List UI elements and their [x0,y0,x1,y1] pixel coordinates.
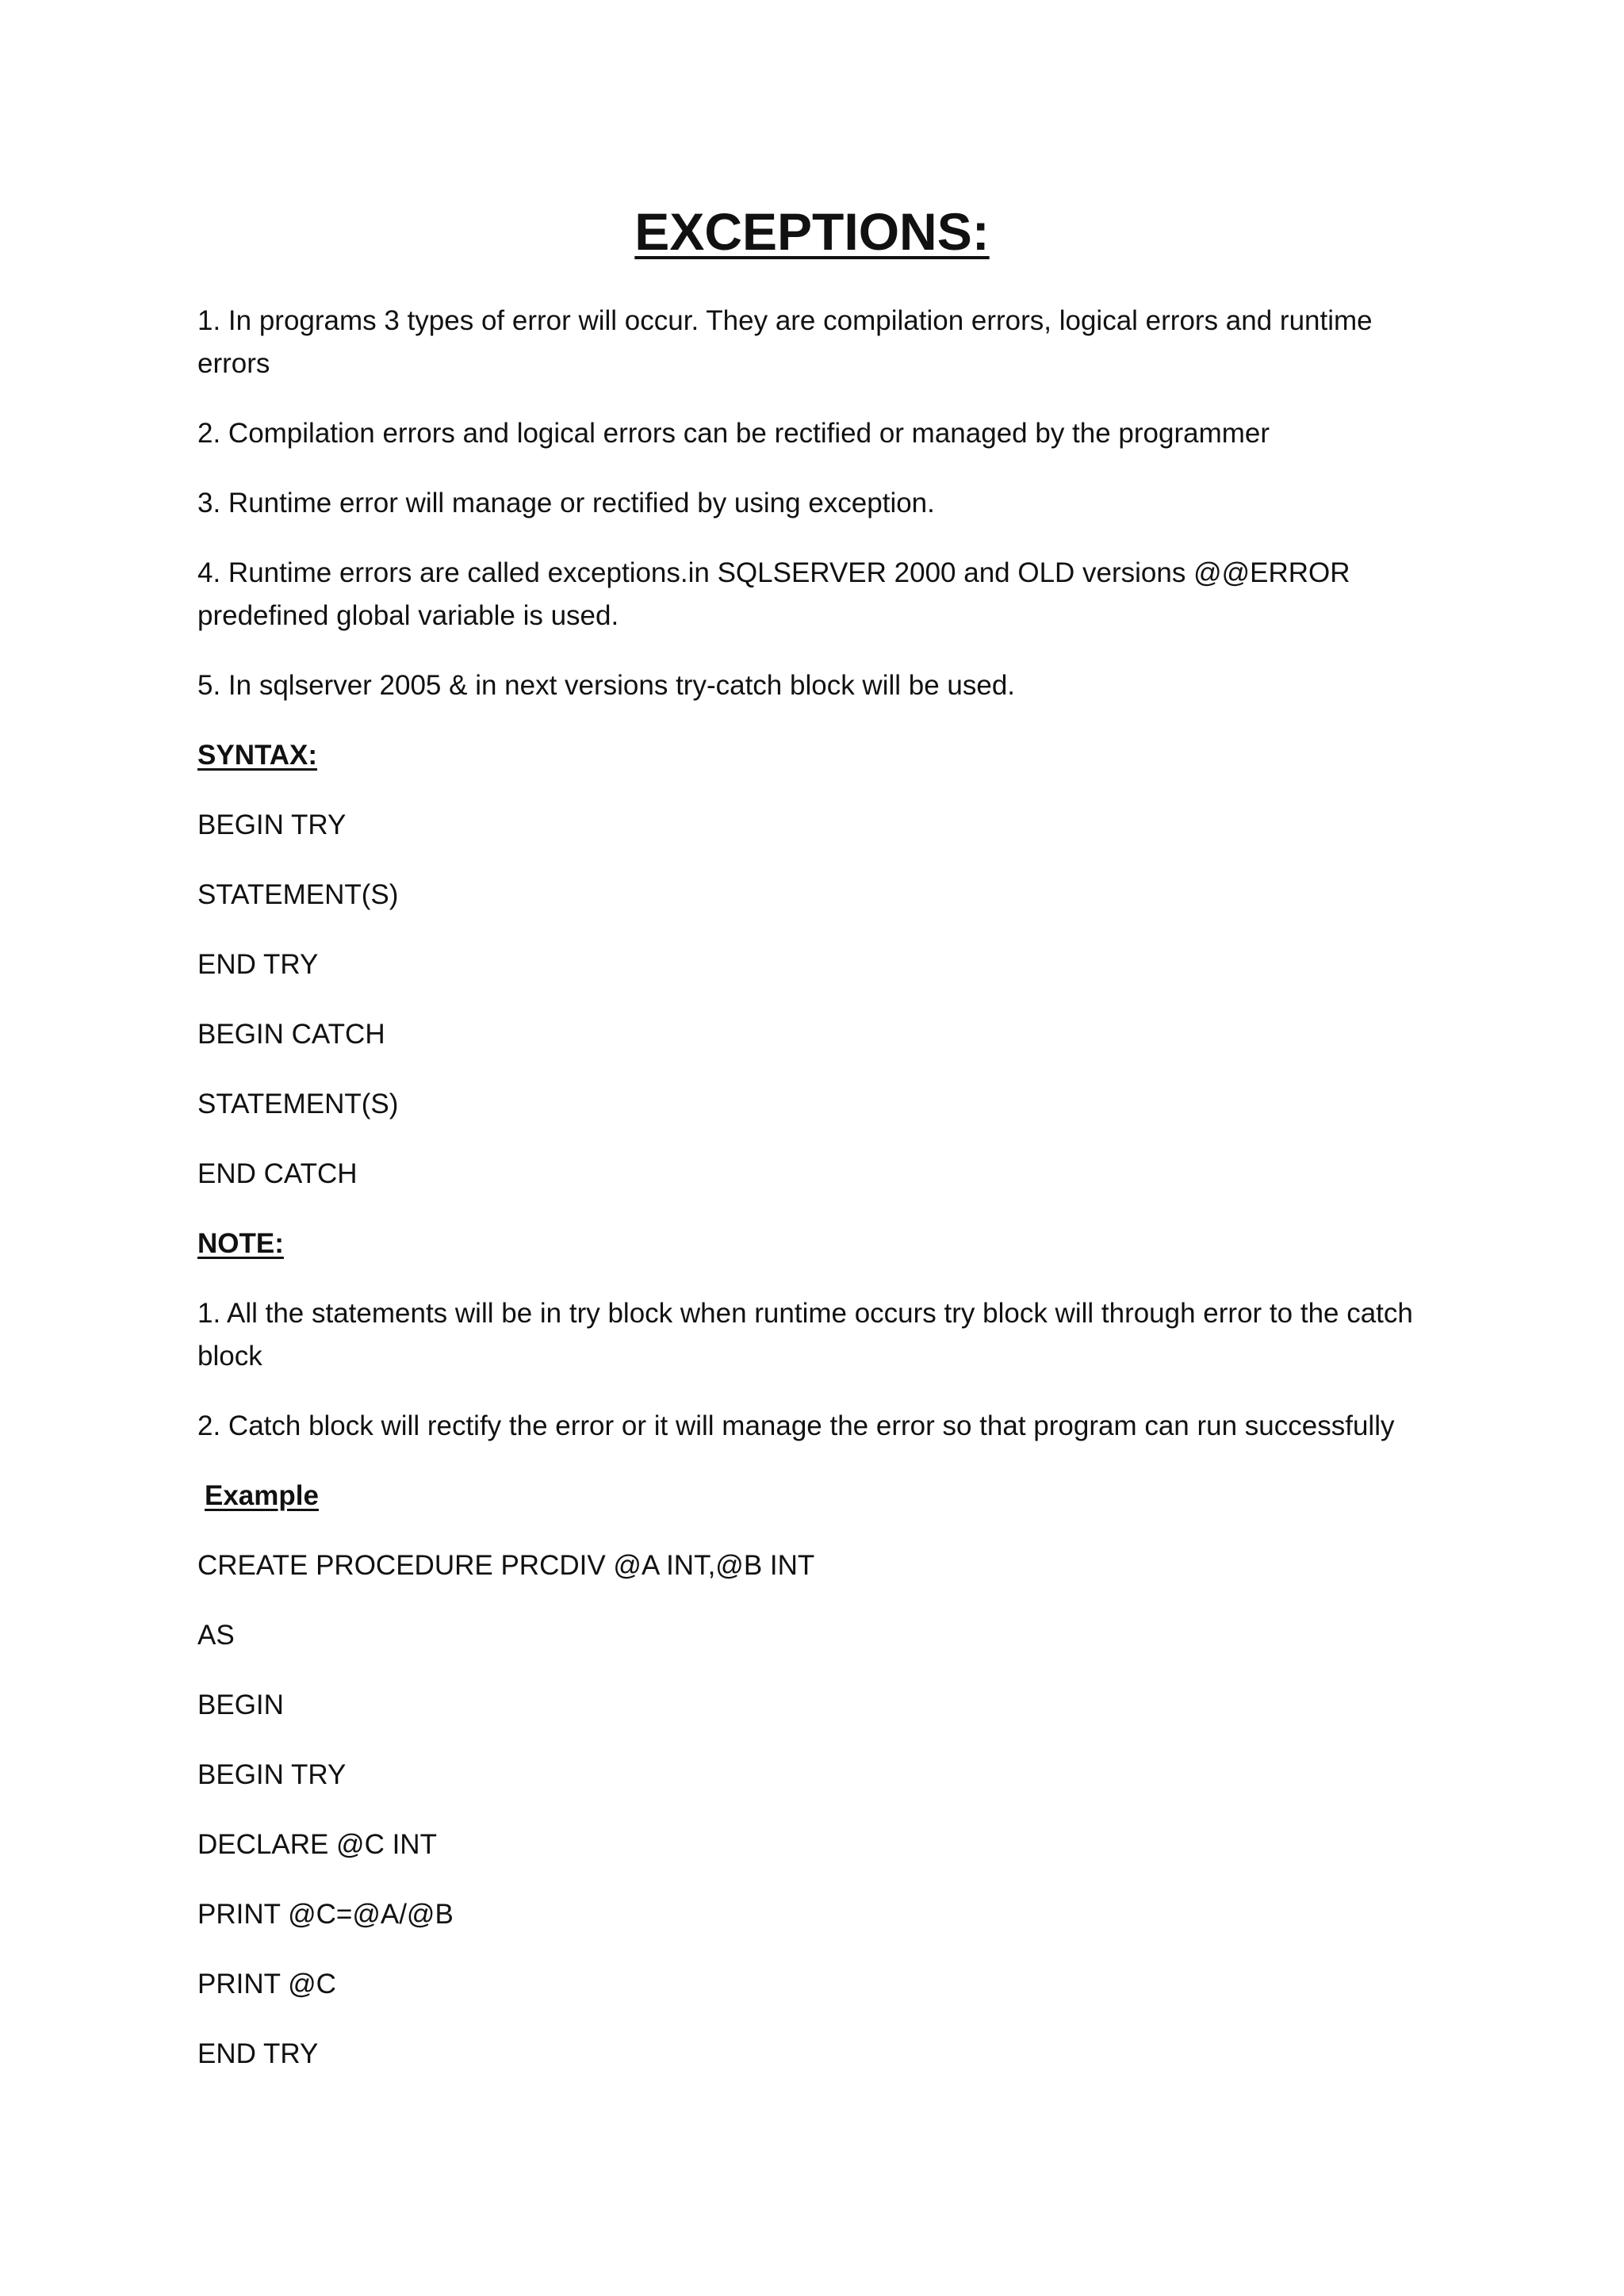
example-line: DECLARE @C INT [197,1829,437,1860]
syntax-line: STATEMENT(S) [197,879,399,910]
example-line: BEGIN [197,1689,284,1720]
syntax-line: BEGIN CATCH [197,1019,385,1050]
syntax-line: BEGIN TRY [197,809,347,840]
syntax-line: STATEMENT(S) [197,1089,399,1119]
example-line: END TRY [197,2038,319,2069]
intro-point: 3. Runtime error will manage or rectified by using exception. [197,488,935,519]
document-body [197,300,1450,2103]
note-point: 1. All the statements will be in try block when runtime occurs try block will through error to the catch block [197,1298,1413,1372]
syntax-line: END CATCH [197,1158,358,1189]
intro-point: 5. In sqlserver 2005 & in next versions try-catch block will be used. [197,670,1016,701]
example-heading: Example [205,1480,319,1511]
example-line: PRINT @C=@A/@B [197,1899,454,1930]
intro-point: 1. In programs 3 types of error will occur. They are compilation errors, logical errors and runtime errors [197,305,1373,379]
intro-point: 4. Runtime errors are called exceptions.in SQLSERVER 2000 and OLD versions @@ERROR predefined global variable is used. [197,557,1350,631]
syntax-heading: SYNTAX: [197,740,318,771]
example-line: BEGIN TRY [197,1759,347,1790]
note-point: 2. Catch block will rectify the error or it will manage the error so that program can run successfully [197,1410,1395,1441]
intro-point: 2. Compilation errors and logical errors can be rectified or managed by the programmer [197,418,1270,449]
example-line: PRINT @C [197,1969,336,1999]
page-title-text: EXCEPTIONS: [634,202,990,261]
example-line: AS [197,1620,235,1651]
page-title [0,200,1624,263]
example-line: CREATE PROCEDURE PRCDIV @A INT,@B INT [197,1550,815,1581]
note-heading: NOTE: [197,1228,284,1259]
syntax-line: END TRY [197,949,319,980]
